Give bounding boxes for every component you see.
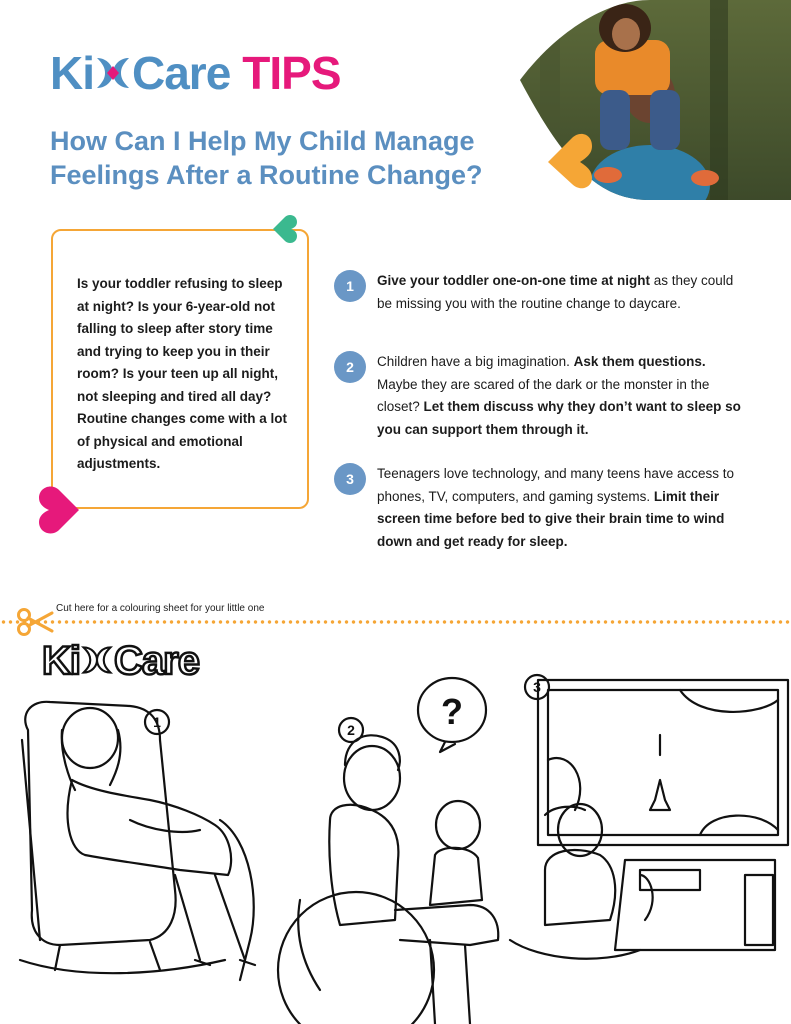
scene-label-2: 2 (347, 722, 355, 738)
tip-number-badge: 1 (334, 270, 366, 302)
pink-heart-icon (37, 484, 81, 536)
tip-item-3 (334, 463, 744, 563)
intro-text: Is your toddler refusing to sleep at night? Is your 6-year-old not falling to sleep after story time and trying to keep you in their room? Is your teen up all night, not sleeping and tired all day? Routine changes come with a lot of physical and emotional adjustments. (77, 276, 288, 471)
scene-label-1: 1 (153, 714, 161, 730)
teen-gaming-tv-drawing (510, 675, 788, 959)
tip-text-segment: Maybe they are scared of the dark or the monster in the closet? (377, 376, 710, 414)
tip-text (377, 463, 744, 553)
tip-text-bold-segment: Let them discuss why they don’t want to sleep so you can support them through it. (377, 399, 741, 437)
tip-number-badge: 2 (334, 351, 366, 383)
tip-text-bold-segment: Ask them questions. (573, 354, 706, 369)
tip-text (377, 270, 744, 315)
tip-text-bold-segment: Limit their screen time before bed to give their brain time to wind down and get ready for sleep. (377, 488, 725, 549)
tip-item-2 (334, 351, 744, 451)
mother-rocking-chair-drawing (20, 702, 255, 980)
logo-text-tips: TIPS (242, 47, 341, 99)
logo-text-ki: Ki (50, 47, 94, 99)
tip-text (377, 351, 744, 441)
logo-text-care: Care (132, 47, 231, 99)
parent-wheelchair-child-drawing (278, 678, 498, 1024)
tip-text-segment: Children have a big imagination. (377, 354, 574, 369)
colouring-logo-text-care: Care (114, 639, 199, 683)
page-title: How Can I Help My Child Manage Feelings After a Routine Change? (50, 126, 483, 190)
tip-number-badge: 3 (334, 463, 366, 495)
orange-heart-icon (546, 130, 594, 190)
scene-label-3: 3 (533, 679, 541, 695)
colouring-logo-text-ki: Ki (42, 639, 80, 683)
dotted-cut-line (0, 620, 791, 624)
kixcare-tips-logo (50, 47, 341, 99)
tip-text-segment: Teenagers love technology, and many teens have access to phones, TV, computers, and gaming systems. (377, 466, 734, 504)
tip-text-segment: as they could be missing you with the routine change to daycare. (377, 273, 734, 311)
tip-item-1 (334, 270, 744, 330)
question-bubble-mark: ? (441, 691, 463, 732)
green-heart-icon (272, 214, 298, 244)
logo-x-mark-icon (93, 53, 133, 91)
colouring-sheet-illustration (0, 660, 791, 1024)
cut-here-label: Cut here for a colouring sheet for your little one (56, 603, 265, 614)
tip-text-bold-segment: Give your toddler one-on-one time at night (377, 273, 651, 288)
